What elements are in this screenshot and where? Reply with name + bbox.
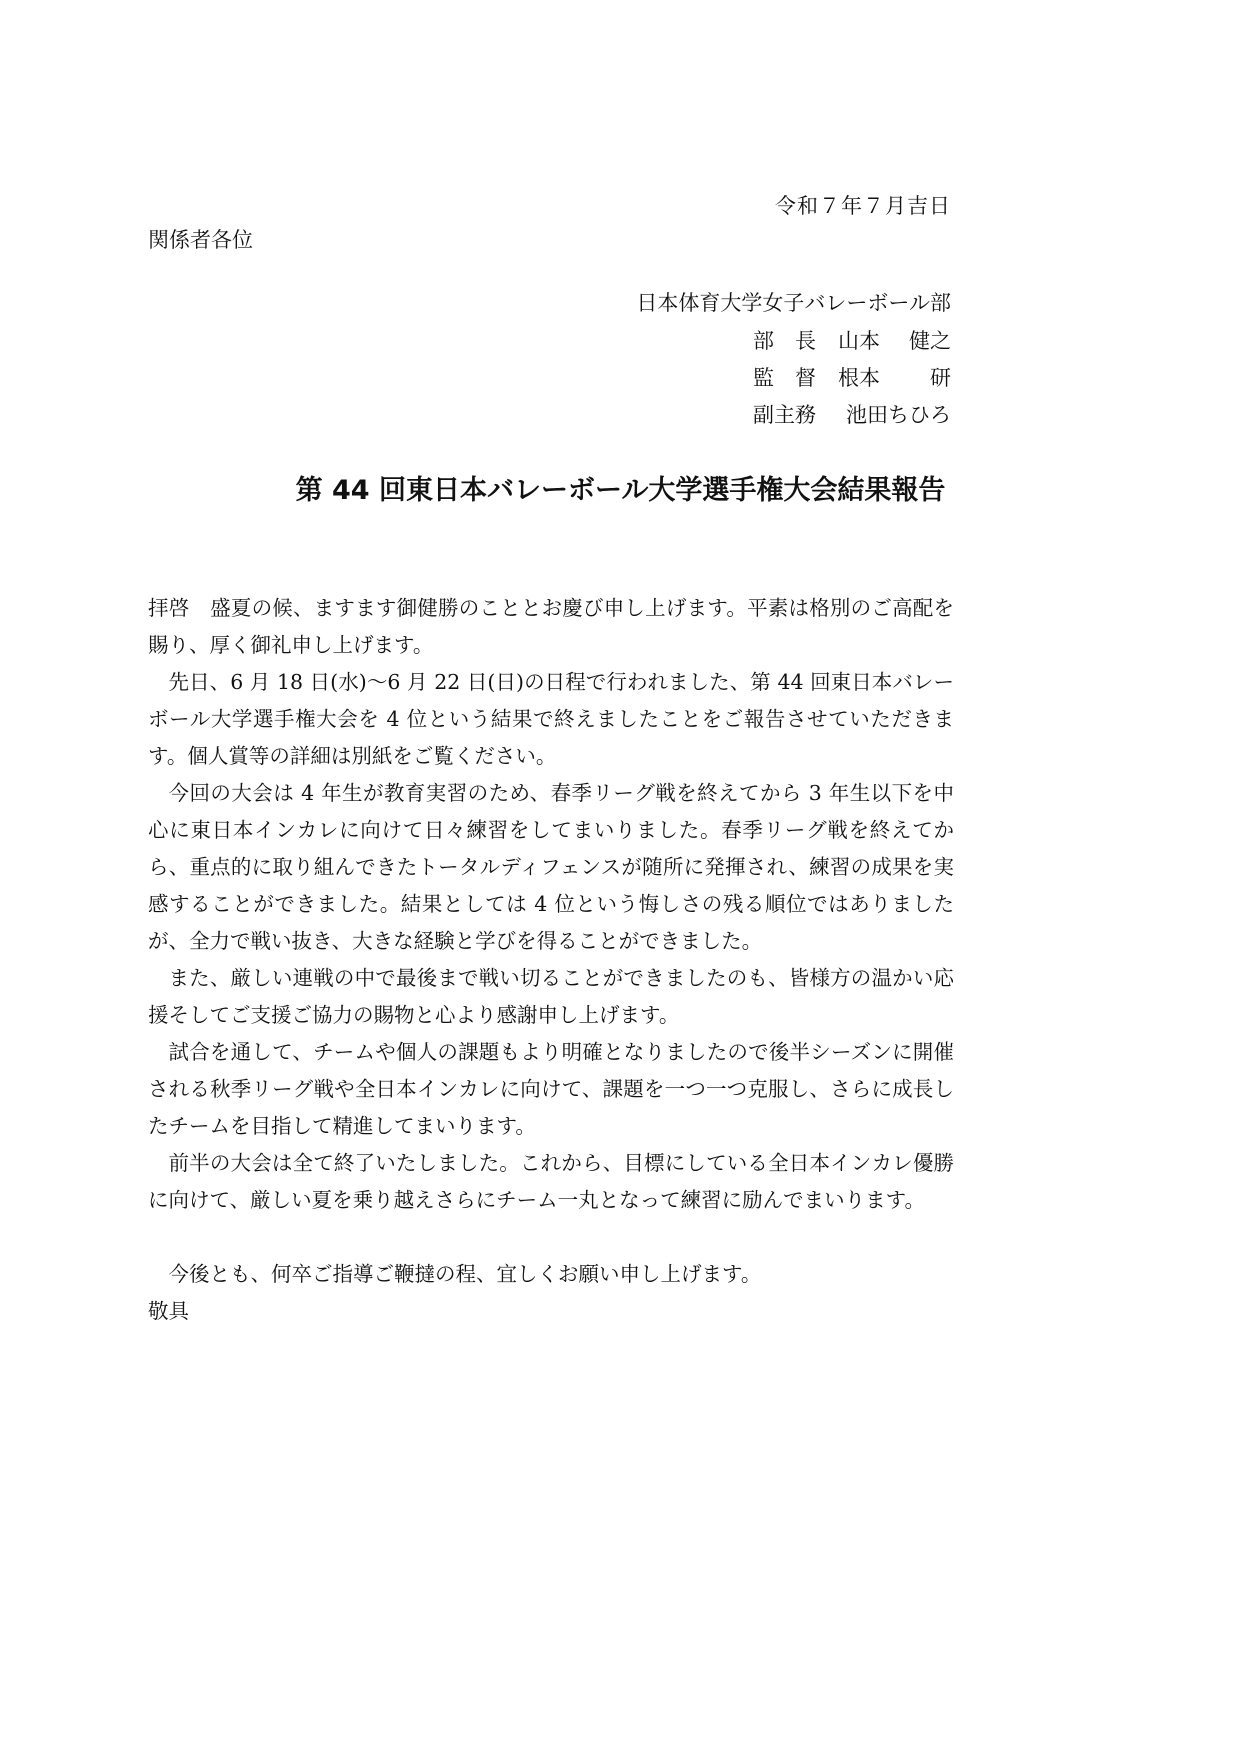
letter-date: 令和７年７月吉日 (775, 194, 951, 218)
letter-body (148, 590, 954, 1330)
closing-request: 今後とも、何卒ご指導ご鞭撻の程、宜しくお願い申し上げます。 (168, 1262, 762, 1286)
signatory-role: 監 督 (753, 366, 816, 390)
signatory-role: 部 長 (753, 329, 816, 353)
signatory-president (753, 325, 951, 355)
document-title: 第 44 回東日本バレーボール大学選手権大会結果報告 (295, 475, 946, 506)
closing-salutation: 敬具 (148, 1299, 189, 1323)
body-paragraph: また、厳しい連戦の中で最後まで戦い切ることができましたのも、皆様方の温かい応援そしてご支援ご協力の賜物と心より感謝申し上げます。 (148, 966, 954, 1027)
sender-organization: 日本体育大学女子バレーボール部 (636, 291, 951, 315)
addressee: 関係者各位 (148, 228, 253, 252)
paragraph-spacer (148, 1219, 954, 1256)
signatory-surname: 根本 (838, 366, 880, 390)
signatory-given-name: 健之 (909, 329, 951, 353)
signatory-surname: 池田ちひろ (846, 403, 951, 427)
body-paragraph: 今回の大会は 4 年生が教育実習のため、春季リーグ戦を終えてから 3 年生以下を中心に東日本インカレに向けて日々練習をしてまいりました。春季リーグ戦を終えてから、重点的に取り組んできたトータルディフェンスが随所に発揮され、練習の成果を実感することができました。結果としては 4 位という悔しさの残る順位ではありましたが、全力で戦い抜き、大きな経験と学びを得ることができました。 (148, 781, 954, 953)
body-paragraph: 試合を通して、チームや個人の課題もより明確となりましたので後半シーズンに開催される秋季リーグ戦や全日本インカレに向けて、課題を一つ一つ克服し、さらに成長したチームを目指して精進してまいります。 (148, 1040, 954, 1138)
signatory-given-name: 研 (930, 366, 951, 390)
signatory-role: 副主務 (753, 403, 816, 427)
body-paragraph: 前半の大会は全て終了いたしました。これから、目標にしている全日本インカレ優勝に向けて、厳しい夏を乗り越えさらにチーム一丸となって練習に励んでまいります。 (148, 1151, 954, 1212)
body-paragraph: 拝啓 盛夏の候、ますます御健勝のこととお慶び申し上げます。平素は格別のご高配を賜り、厚く御礼申し上げます。 (148, 596, 954, 657)
signatory-coach (753, 362, 951, 392)
body-paragraph: 先日、6 月 18 日(水)～6 月 22 日(日)の日程で行われました、第 44 回東日本バレーボール大学選手権大会を 4 位という結果で終えましたことをご報告させていただきます。個人賞等の詳細は別紙をご覧ください。 (148, 670, 954, 768)
signatory-vice-manager (753, 399, 951, 429)
signatory-surname: 山本 (838, 329, 880, 353)
